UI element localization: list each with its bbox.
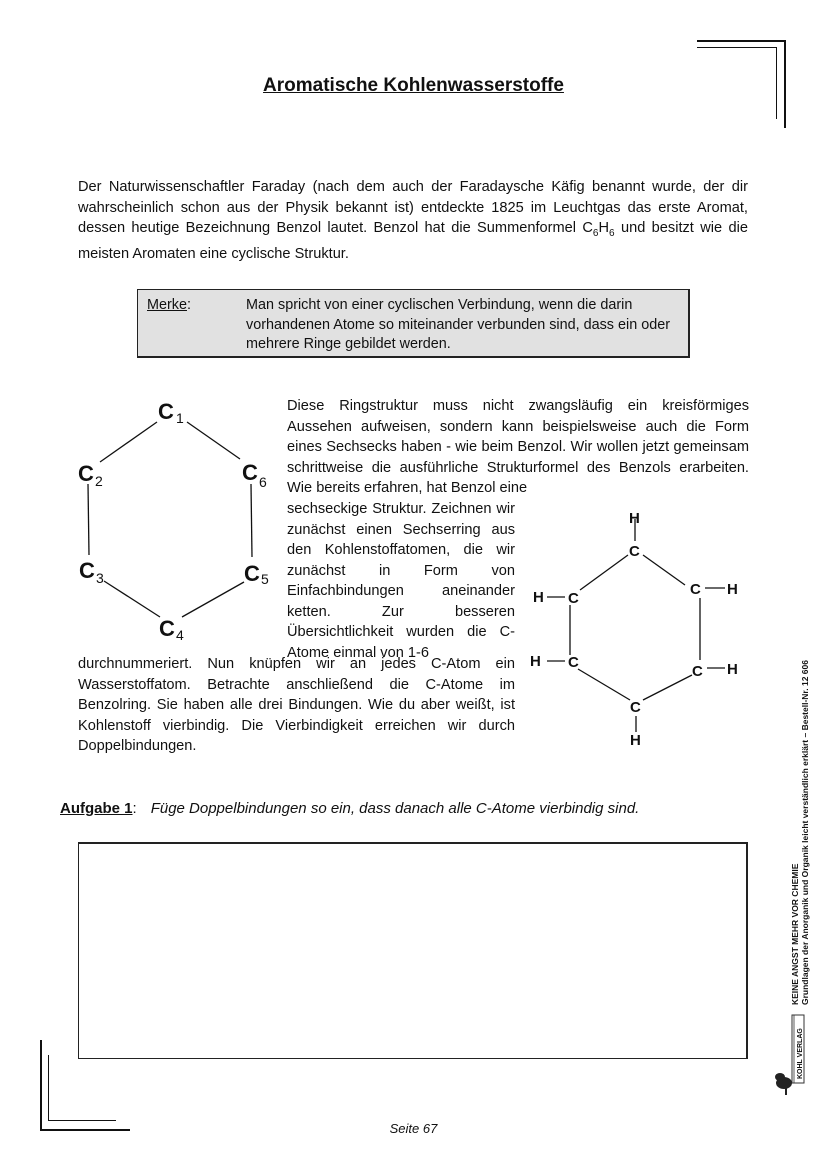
ring-index-3: 3 (96, 570, 104, 586)
ring-carbon-3: C (79, 558, 95, 583)
task-heading (60, 800, 639, 817)
merke-colon: : (186, 297, 191, 313)
ring-index-1: 1 (176, 410, 184, 426)
ring-carbon-6: C (242, 460, 258, 485)
answer-box[interactable] (78, 842, 748, 1059)
publisher-logo (772, 1013, 808, 1099)
merke-text: Man spricht von einer cyclischen Verbindung, wenn die darin vorhandenen Atome so miteinander verbunden sind, dass ein oder mehrere Ringe gebildet werden. (246, 297, 671, 352)
ring-carbon-2: C (78, 461, 94, 486)
side-series-subtitle: Grundlagen der Anorganik und Organik leicht verständlich erklärt – Bestell-Nr. 12 606 (800, 660, 810, 1005)
carbon-top: C (629, 543, 640, 560)
merke-box (137, 289, 690, 358)
hydrogen-upper-left: H (533, 589, 544, 606)
merke-label: Merke (147, 297, 187, 313)
hydrogen-lower-right: H (727, 661, 738, 678)
ring-index-6: 6 (259, 474, 267, 490)
ring-index-5: 5 (261, 571, 269, 587)
intro-paragraph (78, 177, 748, 265)
carbon-upper-left: C (568, 590, 579, 607)
ring-explanation-bottom: durchnummeriert. Nun knüpfen wir an jedes C-Atom ein Wasserstoffatom. Betrachte anschließend die C-Atome im Benzolring. Sie haben alle drei Bindungen. Wie du aber weißt, ist Kohlenstoff vierbindig. Die Vierbindigkeit erreichen wir durch Doppelbindungen. (78, 656, 515, 754)
ring-index-4: 4 (176, 627, 184, 643)
publisher-name: KOHL VERLAG (797, 1028, 804, 1079)
hydrogen-ring-diagram (525, 505, 750, 750)
formula-hydrogen: H (598, 220, 610, 236)
carbon-lower-right: C (692, 663, 703, 680)
hydrogen-bottom: H (630, 732, 641, 749)
ring-carbon-4: C (159, 616, 175, 641)
corner-decoration-top-right (697, 40, 785, 42)
carbon-bottom: C (630, 699, 641, 716)
ring-carbon-1: C (158, 399, 174, 424)
hydrogen-upper-right: H (727, 581, 738, 598)
hydrogen-lower-left: H (530, 653, 541, 670)
corner-decoration-bottom-left (48, 1055, 49, 1121)
carbon-upper-right: C (690, 581, 701, 598)
page-number: Seite 67 (389, 1121, 438, 1136)
formula-carbon: C (582, 220, 593, 236)
ring-carbon-5: C (244, 561, 260, 586)
corner-decoration-bottom-left (40, 1040, 42, 1130)
task-colon: : (132, 800, 137, 817)
task-label: Aufgabe 1 (60, 800, 133, 817)
carbon-lower-left: C (568, 654, 579, 671)
ring-explanation-middle: sechseckige Struktur. Zeichnen wir zunächst einen Sechserring aus den Kohlenstoffatomen, die wir zunächst in Form von Einfachbindungen aneinander ketten. Zur besseren Übersichtlichkeit wurden die C-Atome einmal von 1-6 (287, 501, 515, 661)
formula-carbon-index: 6 (592, 227, 599, 239)
ring-index-2: 2 (95, 473, 103, 489)
corner-decoration-top-right (697, 47, 777, 48)
formula-hydrogen-index: 6 (609, 227, 615, 239)
hydrogen-top: H (629, 510, 640, 527)
intro-text-part1: Der Naturwissenschaftler Faraday (nach dem auch der Faradaysche Käfig benannt wurde, der dir wahrscheinlich schon aus der Physik bekannt ist) entdeckte 1825 im Leuchtgas das erste Aromat, dessen heutige Bezeichnung Benzol lautet. Benzol hat die Summenformel (78, 179, 748, 236)
task-text: Füge Doppelbindungen so ein, dass danach alle C-Atome vierbindig sind. (150, 800, 640, 817)
numbered-ring-diagram (70, 395, 285, 650)
page-title: Aromatische Kohlenwasserstoffe (263, 75, 564, 96)
ring-explanation-top: Diese Ringstruktur muss nicht zwangsläufig ein kreisförmiges Aussehen aufweisen, sondern kann beispielsweise auch die Form eines Sechsecks haben - wie beim Benzol. Wir wollen jetzt gemeinsam schrittweise die ausführliche Strukturformel des Benzols erarbeiten. Wie bereits erfahren, hat Benzol eine (287, 398, 749, 496)
side-series-title: KEINE ANGST MEHR VOR CHEMIE (790, 863, 800, 1005)
intro-text-part2: und besitzt wie die meisten Aromaten eine cyclische Struktur. (78, 220, 748, 263)
